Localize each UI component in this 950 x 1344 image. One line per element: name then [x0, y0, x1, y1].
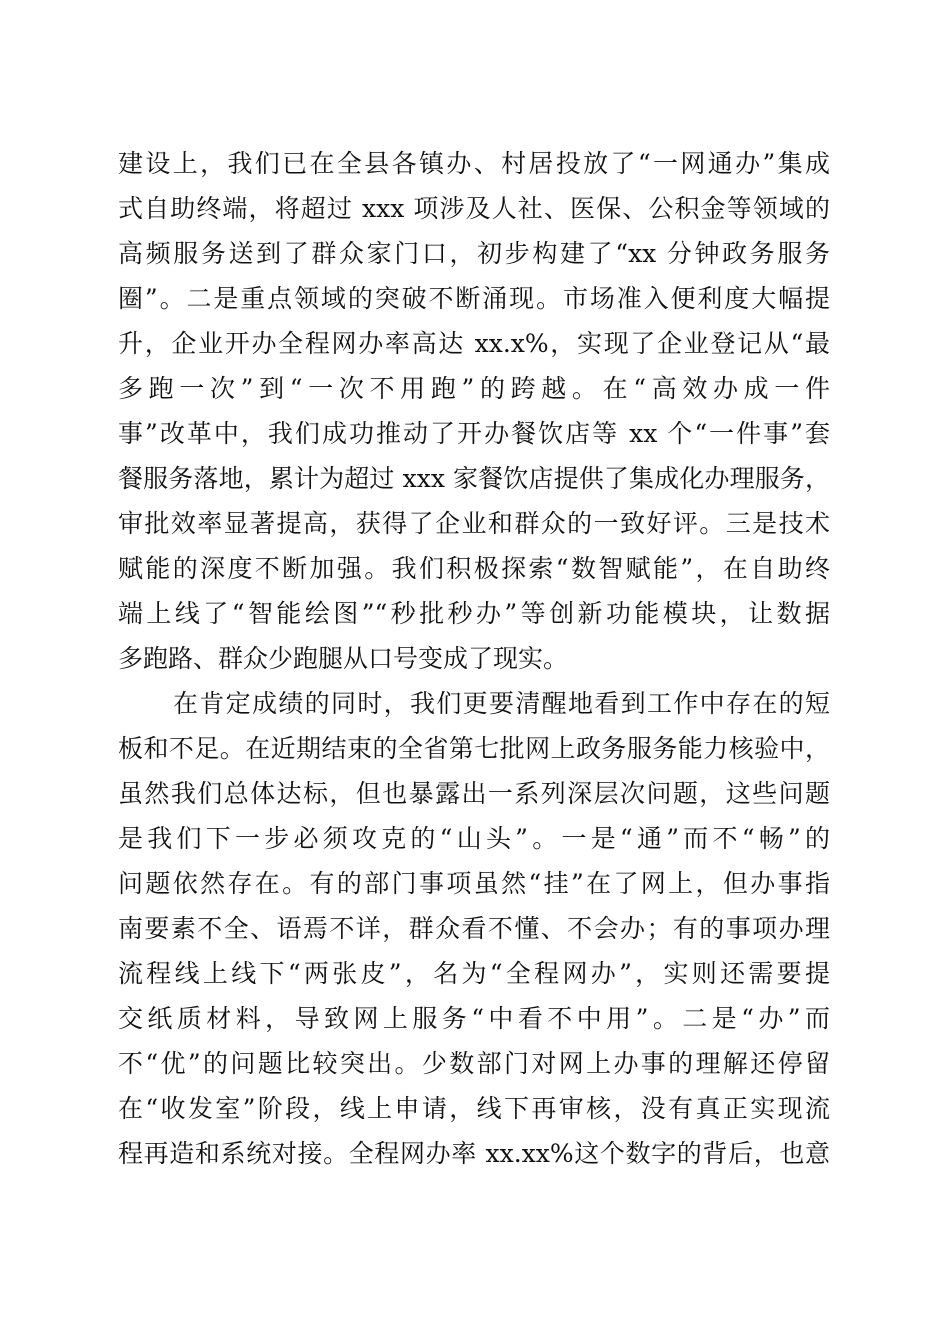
paragraph-line: 多跑路、群众少跑腿从口号变成了现实。	[118, 644, 569, 673]
paragraph-line: 事”改革中，我们成功推动了开办餐饮店等 xx 个“一件事”套	[118, 419, 830, 448]
paragraph-line: 南要素不全、语焉不详，群众看不懂、不会办；有的事项办理	[118, 914, 830, 943]
paragraph-line: 程再造和系统对接。全程网办率 xx.xx%这个数字的背后，也意	[118, 1139, 830, 1168]
paragraph-line: 端上线了“智能绘图”“秒批秒办”等创新功能模块，让数据	[118, 599, 830, 628]
paragraph-line: 交纸质材料，导致网上服务“中看不中用”。二是“办”而	[118, 1004, 830, 1033]
paragraph-line: 多跑一次”到“一次不用跑”的跨越。在“高效办成一件	[118, 374, 830, 403]
paragraph-line: 式自助终端，将超过 xxx 项涉及人社、医保、公积金等领域的	[118, 194, 830, 223]
document-body	[118, 141, 830, 1176]
paragraph-line: 高频服务送到了群众家门口，初步构建了“xx 分钟政务服务	[118, 239, 830, 268]
paragraph-line: 在肯定成绩的同时，我们更要清醒地看到工作中存在的短	[173, 689, 830, 718]
paragraph-line: 板和不足。在近期结束的全省第七批网上政务服务能力核验中，	[118, 734, 830, 763]
paragraph-line: 赋能的深度不断加强。我们积极探索“数智赋能”，在自助终	[118, 554, 830, 583]
paragraph-line: 在“收发室”阶段，线上申请，线下再审核，没有真正实现流	[118, 1094, 830, 1123]
paragraph-line: 问题依然存在。有的部门事项虽然“挂”在了网上，但办事指	[118, 869, 830, 898]
paragraph-line: 是我们下一步必须攻克的“山头”。一是“通”而不“畅”的	[118, 824, 830, 853]
paragraph-line: 流程线上线下“两张皮”，名为“全程网办”，实则还需要提	[118, 959, 830, 988]
paragraph-line: 餐服务落地，累计为超过 xxx 家餐饮店提供了集成化办理服务，	[118, 464, 830, 493]
paragraph-line: 圈”。二是重点领域的突破不断涌现。市场准入便利度大幅提	[118, 284, 830, 313]
paragraph-line: 建设上，我们已在全县各镇办、村居投放了“一网通办”集成	[118, 149, 830, 178]
paragraph-line: 虽然我们总体达标，但也暴露出一系列深层次问题，这些问题	[118, 779, 830, 808]
paragraph-line: 审批效率显著提高，获得了企业和群众的一致好评。三是技术	[118, 509, 830, 538]
paragraph-2	[118, 681, 830, 1176]
paragraph-line: 升，企业开办全程网办率高达 xx.x%，实现了企业登记从“最	[118, 329, 830, 358]
paragraph-1	[118, 141, 830, 681]
paragraph-line: 不“优”的问题比较突出。少数部门对网上办事的理解还停留	[118, 1049, 830, 1078]
